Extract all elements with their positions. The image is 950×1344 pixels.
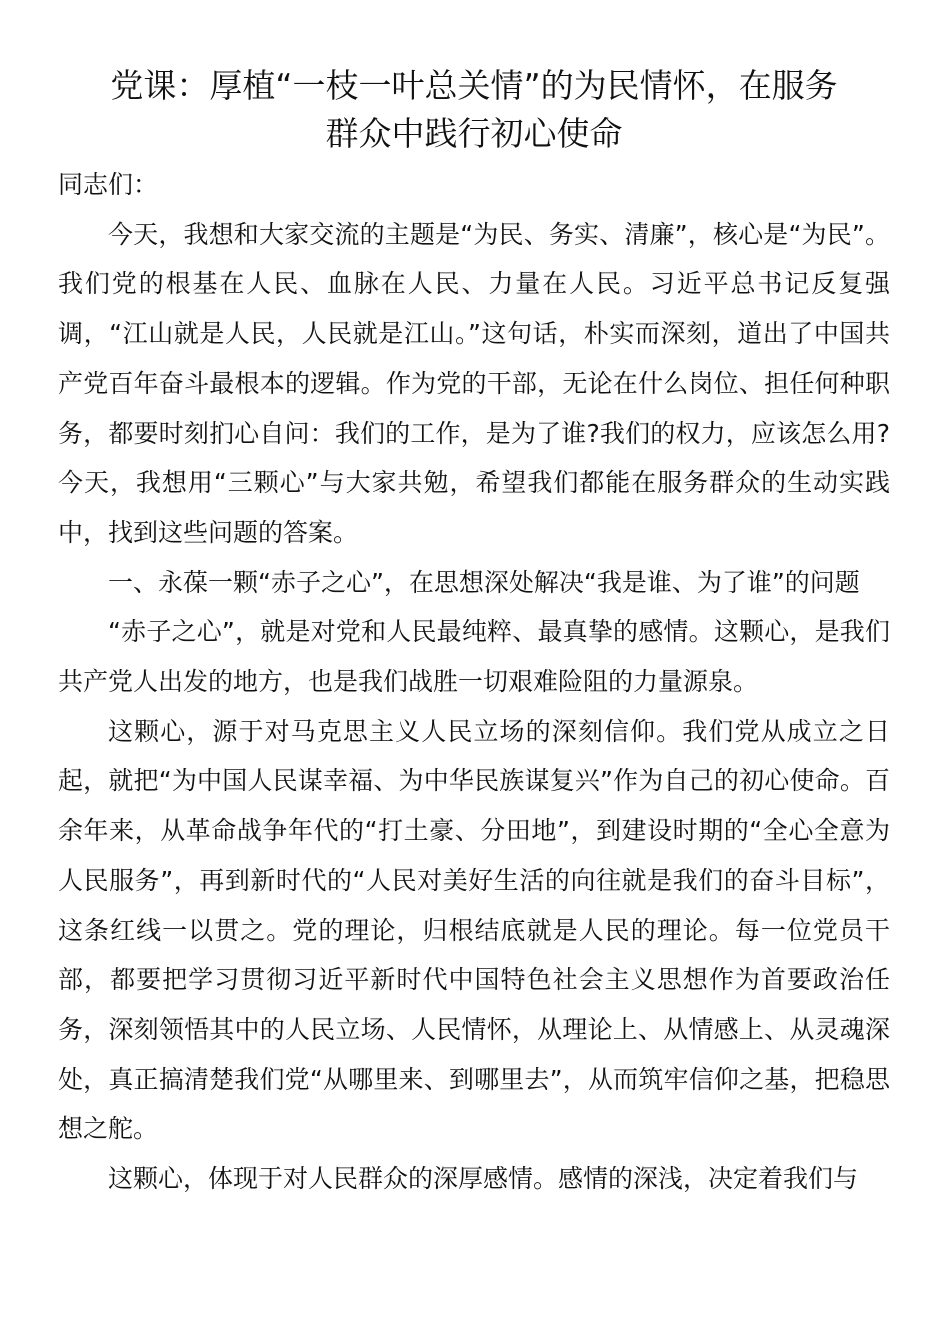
paragraph-intro: 今天，我想和大家交流的主题是“为民、务实、清廉”，核心是“为民”。我们党的根基在人民、血脉在人民、力量在人民。习近平总书记反复强调，“江山就是人民，人民就是江山。”这句话，朴实而深刻，道出了中国共产党百年奋斗最根本的逻辑。作为党的干部，无论在什么岗位、担任何种职务，都要时刻扪心自问：我们的工作，是为了谁?我们的权力，应该怎么用?今天，我想用“三颗心”与大家共勉，希望我们都能在服务群众的生动实践中，找到这些问题的答案。	[58, 219, 890, 547]
paragraph-1: “赤子之心”，就是对党和人民最纯粹、最真挚的感情。这颗心，是我们共产党人出发的地方，也是我们战胜一切艰难险阻的力量源泉。	[58, 617, 890, 697]
section-heading-1: 一、永葆一颗“赤子之心”，在思想深处解决“我是谁、为了谁”的问题	[108, 567, 860, 597]
document-title	[58, 62, 890, 158]
paragraph-3: 这颗心，体现于对人民群众的深厚感情。感情的深浅，决定着我们与	[108, 1164, 859, 1194]
title-line-1: 党课：厚植“一枝一叶总关情”的为民情怀，在服务	[110, 66, 838, 105]
title-line-2: 群众中践行初心使命	[325, 114, 623, 153]
paragraph-2: 这颗心，源于对马克思主义人民立场的深刻信仰。我们党从成立之日起，就把“为中国人民谋幸福、为中华民族谋复兴”作为自己的初心使命。百余年来，从革命战争年代的“打土豪、分田地”，到建设时期的“全心全意为人民服务”，再到新时代的“人民对美好生活的向往就是我们的奋斗目标”，这条红线一以贯之。党的理论，归根结底就是人民的理论。每一位党员干部，都要把学习贯彻习近平新时代中国特色社会主义思想作为首要政治任务，深刻领悟其中的人民立场、人民情怀，从理论上、从情感上、从灵魂深处，真正搞清楚我们党“从哪里来、到哪里去”，从而筑牢信仰之基，把稳思想之舵。	[58, 716, 890, 1144]
salutation: 同志们：	[58, 170, 159, 199]
